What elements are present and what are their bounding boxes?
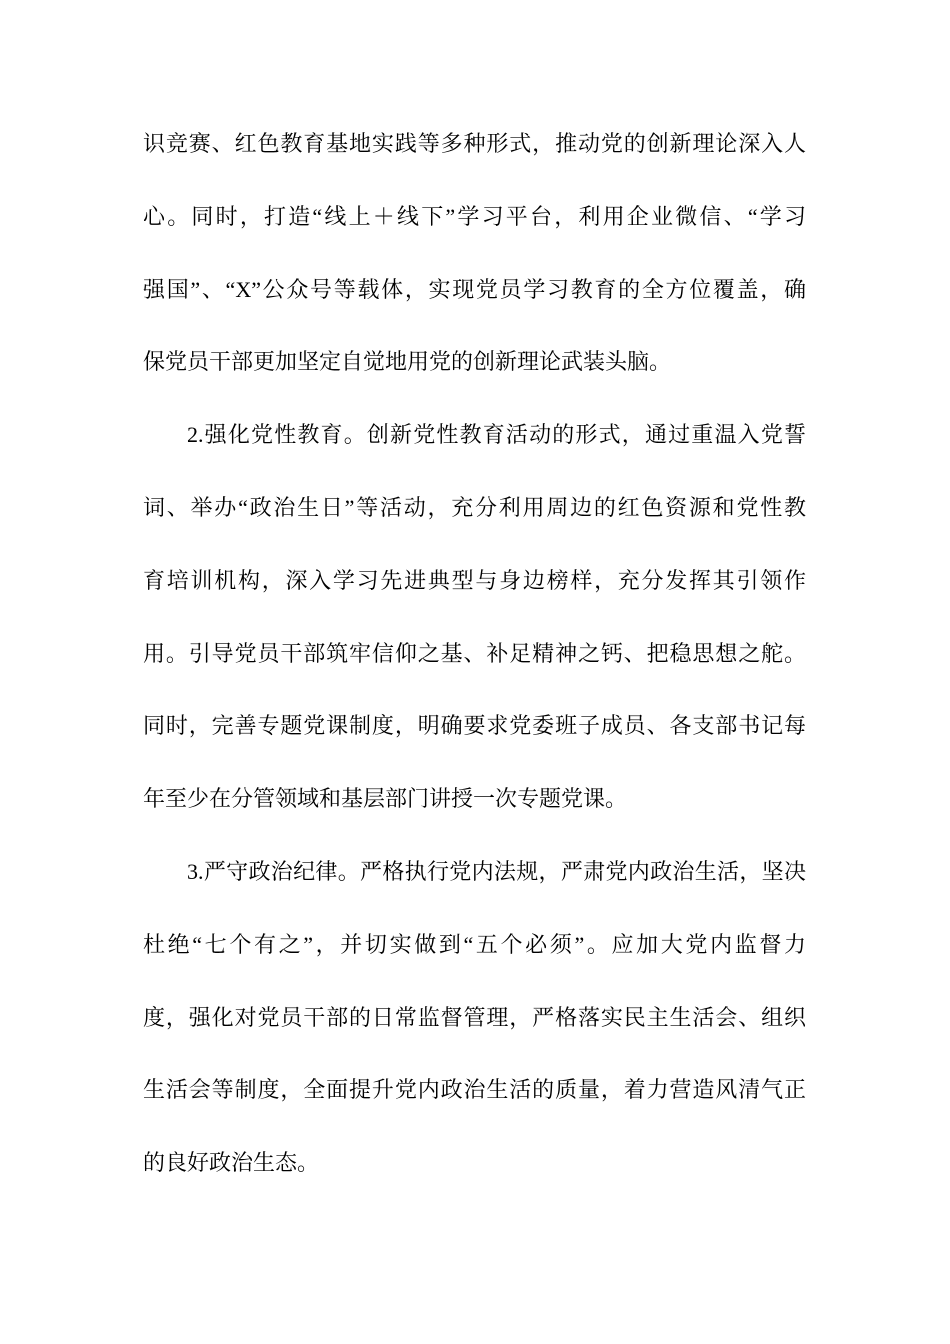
text-line: 杜绝“七个有之”，并切实做到“五个必须”。应加大党内监督力 <box>143 931 806 957</box>
paragraph <box>143 836 806 1200</box>
text-line: 生活会等制度，全面提升党内政治生活的质量，着力营造风清气正 <box>143 1077 806 1103</box>
text-line: 度，强化对党员干部的日常监督管理，严格落实民主生活会、组织 <box>143 1004 806 1030</box>
text-line: 用。引导党员干部筑牢信仰之基、补足精神之钙、把稳思想之舵。 <box>143 640 806 666</box>
text-line: 心。同时，打造“线上＋线下”学习平台，利用企业微信、“学习 <box>143 203 806 229</box>
text-block <box>143 108 806 1200</box>
text-line: 的良好政治生态。 <box>143 1150 320 1176</box>
text-line: 育培训机构，深入学习先进典型与身边榜样，充分发挥其引领作 <box>143 567 806 593</box>
text-line: 3.严守政治纪律。严格执行党内法规，严肃党内政治生活，坚决 <box>187 858 806 884</box>
paragraph <box>143 108 806 399</box>
text-line: 保党员干部更加坚定自觉地用党的创新理论武装头脑。 <box>143 349 672 375</box>
paragraph <box>143 399 806 836</box>
text-line: 年至少在分管领域和基层部门讲授一次专题党课。 <box>143 786 628 812</box>
text-line: 词、举办“政治生日”等活动，充分利用周边的红色资源和党性教 <box>143 494 806 520</box>
text-line: 2.强化党性教育。创新党性教育活动的形式，通过重温入党誓 <box>187 422 806 448</box>
text-line: 识竞赛、红色教育基地实践等多种形式，推动党的创新理论深入人 <box>143 131 806 156</box>
text-line: 强国”、“X”公众号等载体，实现党员学习教育的全方位覆盖，确 <box>143 276 806 302</box>
text-line: 同时，完善专题党课制度，明确要求党委班子成员、各支部书记每 <box>143 713 806 739</box>
